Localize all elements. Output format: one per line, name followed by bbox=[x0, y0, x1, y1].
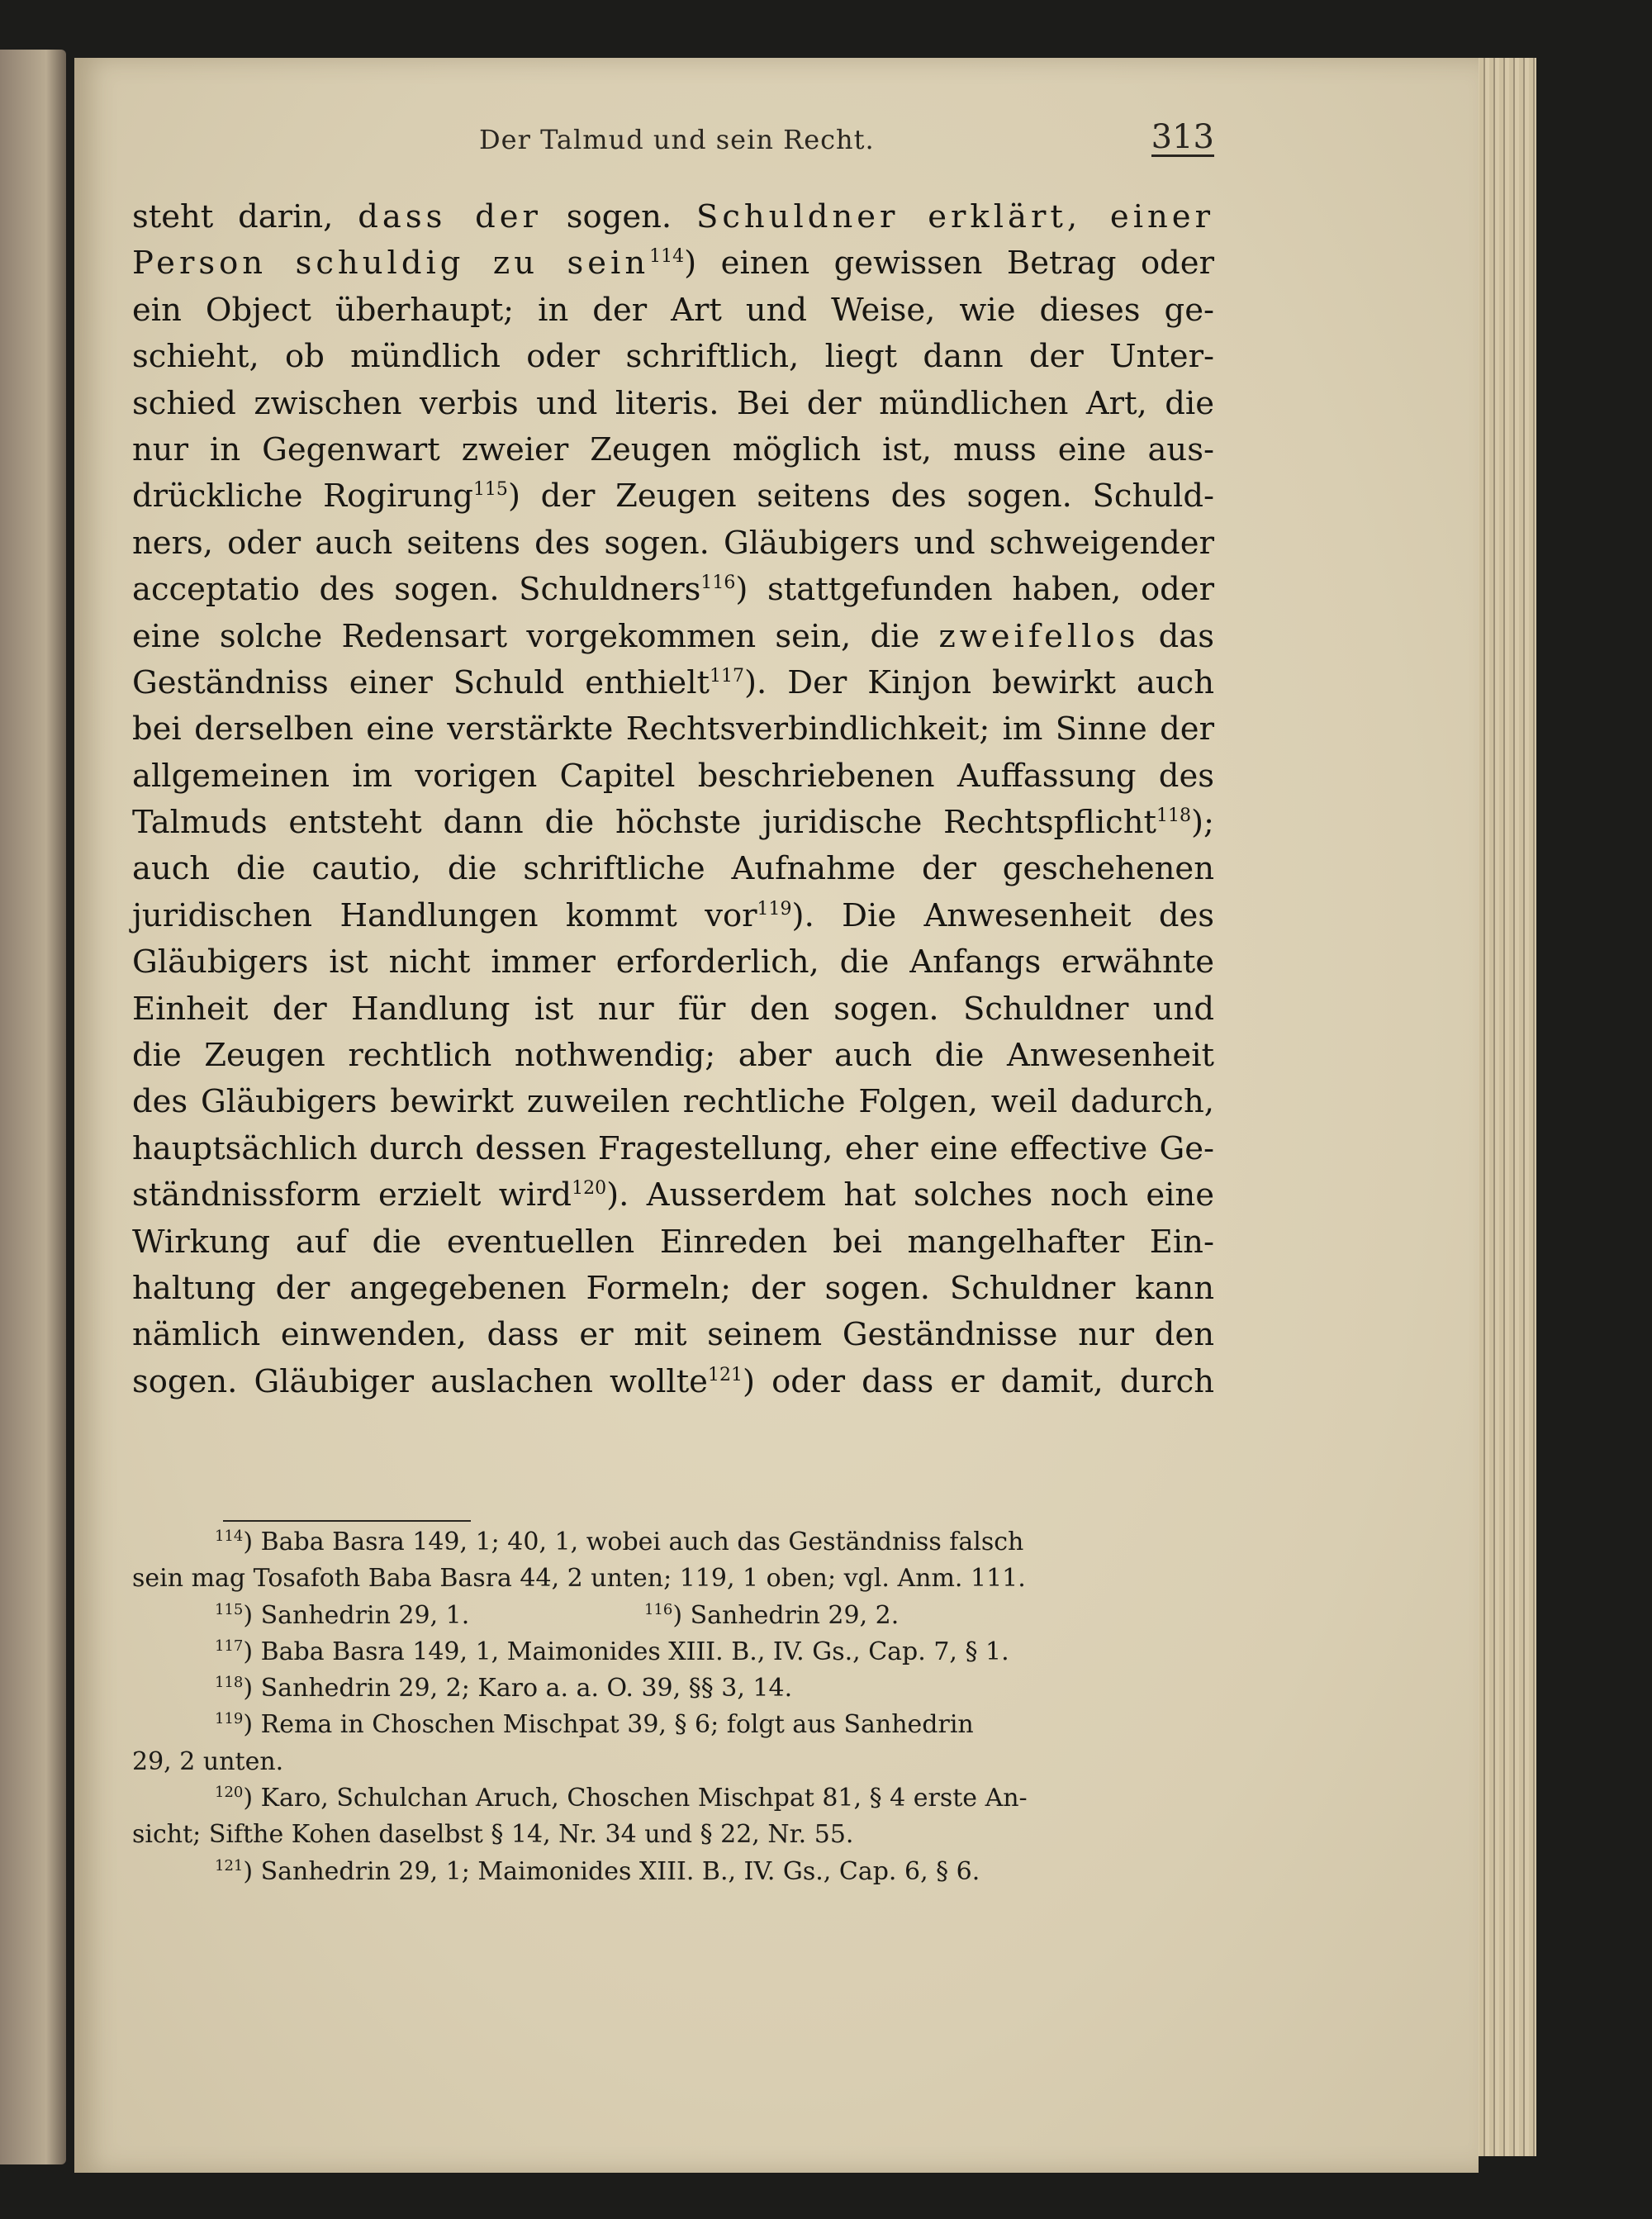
spaced-emphasis: dass der bbox=[358, 198, 542, 235]
text-run: steht darin, bbox=[132, 198, 358, 235]
spaced-emphasis: zweifellos bbox=[938, 617, 1140, 655]
footnote-reference: 121 bbox=[707, 1364, 743, 1385]
text-run: Einheit der Handlung ist nur für den sogen. Schuldner und bbox=[132, 990, 1214, 1028]
text-line bbox=[132, 1172, 1214, 1219]
text-run: acceptatio des sogen. Schuldners bbox=[132, 571, 701, 609]
footnote-number: 117 bbox=[215, 1637, 244, 1655]
text-run: hauptsächlich durch dessen Fragestellung, eher eine effective Ge- bbox=[132, 1129, 1214, 1167]
text-line bbox=[132, 567, 1214, 613]
text-line bbox=[132, 1266, 1214, 1312]
footnote-line bbox=[132, 1598, 1214, 1634]
footnote-reference: 115 bbox=[472, 479, 508, 501]
text-line bbox=[132, 986, 1214, 1033]
text-run: ständnissform erzielt wird bbox=[132, 1176, 572, 1214]
text-line bbox=[132, 520, 1214, 567]
spaced-emphasis: Schuldner erklärt, einer bbox=[695, 198, 1214, 235]
footnote-text: ) Baba Basra 149, 1, Maimonides XIII. B., IV. Gs., Cap. 7, § 1. bbox=[243, 1637, 1009, 1666]
footnote-line bbox=[132, 1670, 1214, 1707]
text-run: das bbox=[1139, 617, 1214, 655]
text-run: bei derselben eine verstärkte Rechtsverbindlichkeit; im Sinne der bbox=[132, 710, 1214, 748]
text-line bbox=[132, 1359, 1214, 1405]
text-run: ). Der Kinjon bewirkt auch bbox=[744, 663, 1214, 701]
footnote-divider bbox=[223, 1520, 471, 1522]
footnote-text: ) Sanhedrin 29, 1; Maimonides XIII. B., IV. Gs., Cap. 6, § 6. bbox=[243, 1856, 980, 1886]
text-run: ) der Zeugen seitens des sogen. Schuld- bbox=[507, 478, 1214, 516]
text-run: nämlich einwenden, dass er mit seinem Geständnisse nur den bbox=[132, 1316, 1214, 1354]
footnote-text: ) Rema in Choschen Mischpat 39, § 6; folgt aus Sanhedrin bbox=[243, 1710, 974, 1740]
text-line bbox=[132, 614, 1214, 660]
running-title: Der Talmud und sein Recht. bbox=[479, 124, 875, 155]
footnote-reference: 118 bbox=[1156, 805, 1191, 827]
footnote-text: ) Sanhedrin 29, 1. bbox=[243, 1600, 470, 1630]
text-run: ners, oder auch seitens des sogen. Gläubigers und schweigender bbox=[132, 524, 1214, 562]
footnote-line bbox=[132, 1744, 1214, 1780]
footnote-reference: 119 bbox=[757, 899, 792, 920]
text-line bbox=[132, 1033, 1214, 1079]
footnote-number: 114 bbox=[215, 1528, 244, 1545]
text-run: schied zwischen verbis und literis. Bei der mündlichen Art, die bbox=[132, 384, 1214, 422]
text-line bbox=[132, 660, 1214, 706]
text-run: haltung der angegebenen Formeln; der sogen. Schuldner kann bbox=[132, 1269, 1214, 1307]
text-line bbox=[132, 753, 1214, 800]
text-run: Wirkung auf die eventuellen Einreden bei mangelhafter Ein- bbox=[132, 1223, 1214, 1261]
page-number: 313 bbox=[1151, 118, 1214, 156]
text-run: drückliche Rogirung bbox=[132, 478, 473, 516]
footnote-text: ) Karo, Schulchan Aruch, Choschen Mischpat 81, § 4 erste An- bbox=[243, 1784, 1028, 1813]
footnote-text: ) Baba Basra 149, 1; 40, 1, wobei auch das Geständniss falsch bbox=[243, 1528, 1024, 1556]
footnote-line bbox=[132, 1780, 1214, 1817]
footnote-line bbox=[132, 1561, 1214, 1597]
footnote-line bbox=[132, 1817, 1214, 1853]
footnote-number: 119 bbox=[215, 1710, 244, 1728]
text-run: ). Die Anwesenheit des bbox=[791, 896, 1215, 934]
footnotes bbox=[132, 1524, 1214, 1890]
text-run: sogen. Gläubiger auslachen wollte bbox=[132, 1362, 708, 1400]
footnote-line bbox=[132, 1854, 1214, 1890]
footnote-reference: 117 bbox=[710, 666, 744, 687]
text-run: eine solche Redensart vorgekommen sein, die bbox=[132, 617, 939, 655]
footnote-text: 29, 2 unten. bbox=[132, 1746, 284, 1776]
text-run: sogen. bbox=[541, 198, 696, 235]
text-run: Talmuds entsteht dann die höchste juridische Rechtspflicht bbox=[132, 804, 1156, 842]
text-run: Geständniss einer Schuld enthielt bbox=[132, 663, 710, 701]
footnote-reference: 120 bbox=[572, 1178, 607, 1200]
text-run: auch die cautio, die schriftliche Aufnahme der geschehenen bbox=[132, 850, 1214, 888]
footnote-text: sein mag Tosafoth Baba Basra 44, 2 unten; 119, 1 oben; vgl. Anm. 111. bbox=[132, 1564, 1026, 1594]
text-run: ); bbox=[1191, 804, 1214, 842]
text-run: die Zeugen rechtlich nothwendig; aber auch die Anwesenheit bbox=[132, 1037, 1214, 1075]
footnote-number: 120 bbox=[215, 1784, 244, 1802]
text-line bbox=[132, 427, 1214, 473]
footnote-reference: 114 bbox=[649, 246, 685, 268]
text-run: ) einen gewissen Betrag oder bbox=[684, 245, 1214, 283]
text-line bbox=[132, 334, 1214, 380]
text-line bbox=[132, 473, 1214, 520]
footnote-line bbox=[132, 1707, 1214, 1743]
text-run: ) stattgefunden haben, oder bbox=[735, 571, 1214, 609]
text-run: des Gläubigers bewirkt zuweilen rechtliche Folgen, weil dadurch, bbox=[132, 1083, 1214, 1121]
text-line bbox=[132, 287, 1214, 334]
text-run: nur in Gegenwart zweier Zeugen möglich ist, muss eine aus- bbox=[132, 430, 1214, 468]
footnote-number: 116 bbox=[644, 1600, 673, 1618]
text-line bbox=[132, 194, 1214, 240]
text-line bbox=[132, 381, 1214, 427]
footnote-reference: 116 bbox=[700, 573, 736, 594]
left-page-edge bbox=[0, 50, 66, 2164]
footnote-line bbox=[132, 1634, 1214, 1670]
text-run: ) oder dass er damit, durch bbox=[742, 1362, 1215, 1400]
footnote-text: ) Sanhedrin 29, 2. bbox=[672, 1600, 900, 1630]
text-line bbox=[132, 893, 1214, 939]
text-line bbox=[132, 939, 1214, 986]
text-line bbox=[132, 1079, 1214, 1125]
footnote-number: 115 bbox=[215, 1600, 244, 1618]
footnote-number: 118 bbox=[215, 1674, 244, 1692]
text-line bbox=[132, 800, 1214, 846]
running-head bbox=[132, 120, 1214, 169]
footnote-text: sicht; Sifthe Kohen daselbst § 14, Nr. 34 und § 22, Nr. 55. bbox=[132, 1820, 854, 1850]
text-line bbox=[132, 1126, 1214, 1172]
body-text bbox=[132, 194, 1214, 1405]
text-line bbox=[132, 846, 1214, 892]
text-run: allgemeinen im vorigen Capitel beschriebenen Auffassung des bbox=[132, 757, 1214, 795]
text-line bbox=[132, 706, 1214, 753]
text-run: Gläubigers ist nicht immer erforderlich, die Anfangs erwähnte bbox=[132, 943, 1214, 981]
footnote-line bbox=[132, 1524, 1214, 1561]
text-run: juridischen Handlungen kommt vor bbox=[132, 896, 757, 934]
text-line bbox=[132, 1219, 1214, 1266]
spaced-emphasis: Person schuldig zu sein bbox=[132, 245, 650, 283]
text-line bbox=[132, 1312, 1214, 1358]
text-line bbox=[132, 240, 1214, 287]
text-run: ). Ausserdem hat solches noch eine bbox=[606, 1176, 1214, 1214]
text-run: ein Object überhaupt; in der Art und Weise, wie dieses ge- bbox=[132, 291, 1214, 329]
text-run: schieht, ob mündlich oder schriftlich, liegt dann der Unter- bbox=[132, 338, 1214, 376]
footnote-number: 121 bbox=[215, 1856, 244, 1875]
footnote-text: ) Sanhedrin 29, 2; Karo a. a. O. 39, §§ 3, 14. bbox=[243, 1674, 793, 1703]
